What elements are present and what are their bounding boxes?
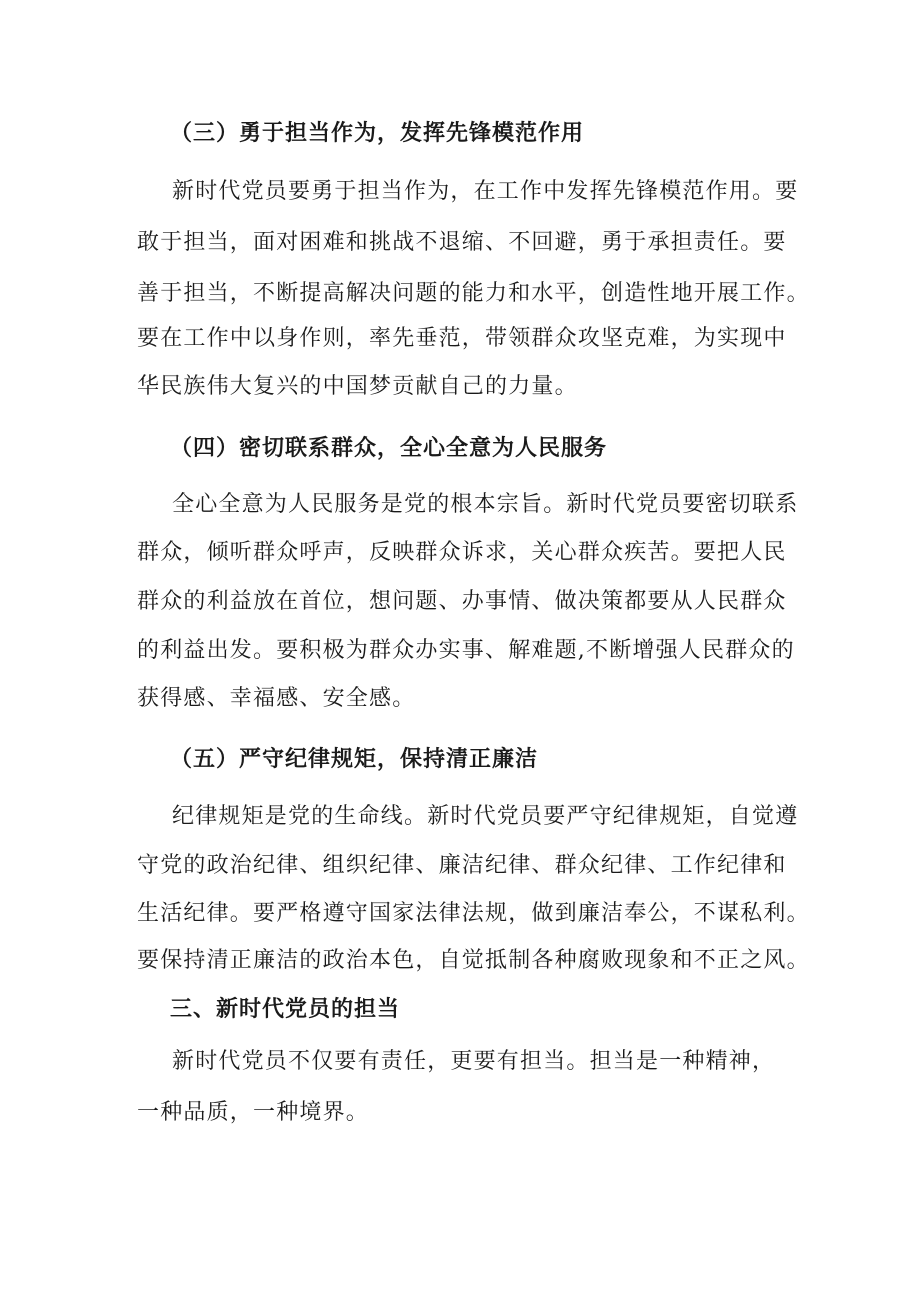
paragraph-line: 全心全意为人民服务是党的根本宗旨。新时代党员要密切联系 [172,492,799,517]
paragraph-line: 善于担当，不断提高解决问题的能力和水平，创造性地开展工作。 [137,281,810,306]
paragraph-line: 生活纪律。要严格遵守国家法律法规，做到廉洁奉公，不谋私利。 [137,901,810,926]
paragraph-line: 要在工作中以身作则，率先垂范，带领群众攻坚克难，为实现中 [137,326,787,351]
section-heading-3: （三）勇于担当作为，发挥先锋模范作用 [170,121,585,146]
section-heading-5: （五）严守纪律规矩，保持清正廉洁 [170,747,539,772]
paragraph-line: 守党的政治纪律、组织纪律、廉洁纪律、群众纪律、工作纪律和 [137,853,787,878]
paragraph-line: 新时代党员不仅要有责任，更要有担当。担当是一种精神， [172,1049,776,1074]
paragraph-line: 一种品质，一种境界。 [137,1100,370,1125]
paragraph-line: 纪律规矩是党的生命线。新时代党员要严守纪律规矩，自觉遵 [172,804,799,829]
paragraph-line: 获得感、幸福感、安全感。 [137,686,416,711]
paragraph-line: 群众，倾听群众呼声，反映群众诉求，关心群众疾苦。要把人民 [137,540,787,565]
section-heading-4: （四）密切联系群众，全心全意为人民服务 [170,436,608,461]
paragraph-line: 的利益出发。要积极为群众办实事、解难题,不断增强人民群众的 [137,638,795,663]
paragraph-line: 新时代党员要勇于担当作为，在工作中发挥先锋模范作用。要 [172,179,799,204]
paragraph-line: 华民族伟大复兴的中国梦贡献自己的力量。 [137,374,578,399]
paragraph-line: 群众的利益放在首位，想问题、办事情、做决策都要从人民群众 [137,589,787,614]
paragraph-line: 要保持清正廉洁的政治本色，自觉抵制各种腐败现象和不正之风。 [137,948,810,973]
paragraph-line: 敢于担当，面对困难和挑战不退缩、不回避，勇于承担责任。要 [137,230,787,255]
chapter-heading-3: 三、新时代党员的担当 [170,997,401,1022]
